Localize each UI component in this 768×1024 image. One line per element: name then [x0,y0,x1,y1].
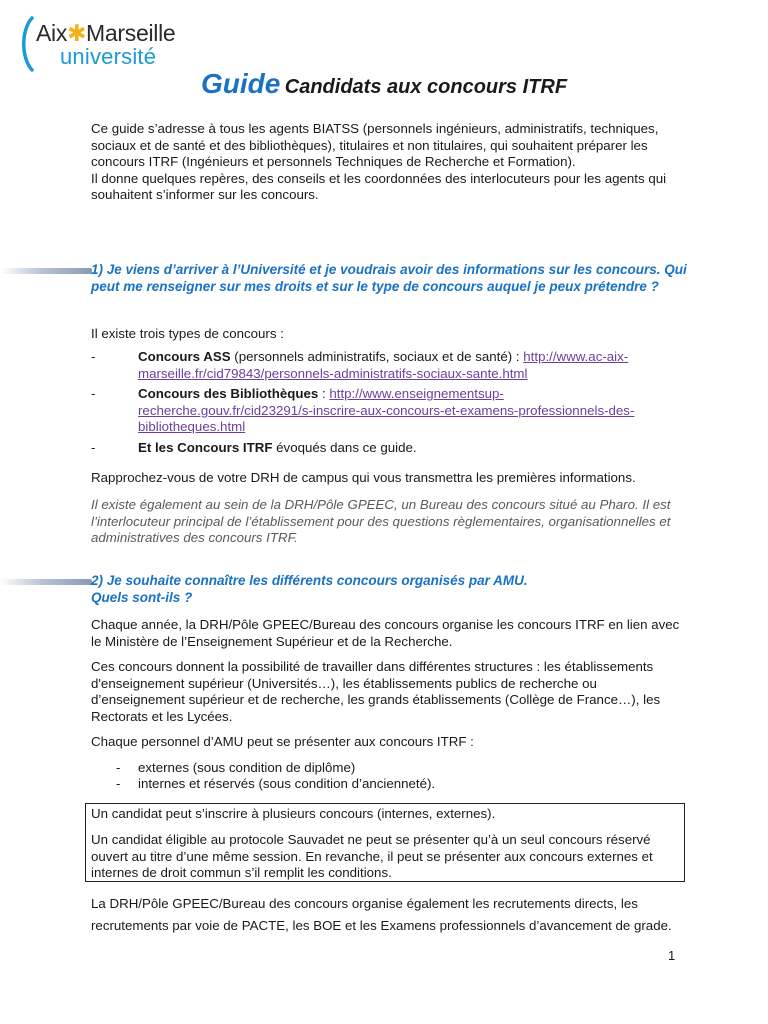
item-text: (personnels administratifs, sociaux et de santé) : [230,349,524,364]
page-title [0,68,768,100]
section-2-bar [0,579,92,585]
section-1-lead: Il existe trois types de concours : [91,326,284,341]
university-logo [16,14,186,74]
link-enseignementsup[interactable]: http://www.enseignementsup-recherche.gouv.fr/cid23291/s-inscrire-aux-concours-et-examens-professionnels-des-bibliotheques.html [138,386,635,434]
sub-item-internes: internes et réservés (sous condition d’ancienneté). [138,776,436,791]
section-1-heading: 1) Je viens d’arriver à l’Université et je voudrais avoir des informations sur les concours. Qui peut me renseigner sur mes droits et sur le type de concours auquel je peux prétendre ? [91,262,687,294]
section-2-paragraph-2: Ces concours donnent la possibilité de travailler dans différentes structures : les établissements d'enseignement supérieur (Universités…), les établissements publics de recherche ou d’enseignement supérieur et de recherche, les grands établissements (Collège de France…), les Rectorats et les Lycées. [91,659,661,724]
box-paragraph-2: Un candidat éligible au protocole Sauvadet ne peut se présenter qu’à un seul concours réservé ouvert au titre d’une même session. En revanche, il peut se présenter aux concours externes et internes de droit commun s’il remplit les conditions. [91,832,653,880]
section-1-drh-text: Rapprochez-vous de votre DRH de campus qui vous transmettra les premières informations. [91,470,636,485]
section-1-note: Il existe également au sein de la DRH/Pôle GPEEC, un Bureau des concours situé au Pharo. Il est l’interlocuteur principal de l’établissement pour des questions règlementaires, organisationnelles et administratives des concours ITRF. [91,497,671,545]
section-2-heading-line2: Quels sont-ils ? [91,590,193,605]
intro-text-2: Il donne quelques repères, des conseils et les coordonnées des interlocuteurs pour les agents qui souhaitent s’informer sur les concours. [91,170,667,202]
sub-bullet-dash: - [116,776,121,791]
section-1-bar [0,268,92,274]
section-2-heading [91,572,691,606]
bullet-dash: - [91,440,96,455]
item-text: évoqués dans ce guide. [272,440,417,455]
bullet-dash: - [91,386,96,401]
list-item-concours-ass [138,349,648,382]
bullet-dash: - [91,349,96,364]
logo-wordmark [36,20,175,47]
sub-item-externes: externes (sous condition de diplôme) [138,760,356,775]
logo-bracket-icon [18,16,36,72]
intro-paragraph [91,121,681,204]
list-item-concours-bibliotheques [138,386,648,436]
title-guide: Guide [200,68,281,99]
title-subtitle: Candidats aux concours ITRF [284,76,568,98]
list-item-concours-itrf [138,440,648,457]
section-2-paragraph-3: Chaque personnel d’AMU peut se présenter aux concours ITRF : [91,734,474,749]
item-text: : [318,386,330,401]
item-bold-label: Concours ASS [138,349,231,364]
item-bold-label: Concours des Bibliothèques [138,386,319,401]
logo-text-marseille: Marseille [86,20,176,46]
section-2-heading-line1: 2) Je souhaite connaître les différents concours organisés par AMU. [91,573,528,588]
sub-bullet-dash: - [116,760,121,775]
section-2-paragraph-1: Chaque année, la DRH/Pôle GPEEC/Bureau des concours organise les concours ITRF en lien avec le Ministère de l’Enseignement Supérieur et de la Recherche. [91,617,680,649]
logo-text-universite: université [60,44,157,69]
logo-text-aix: Aix [36,20,68,46]
page-number: 1 [668,948,676,963]
item-bold-label: Et les Concours ITRF [138,440,273,455]
box-paragraph-1: Un candidat peut s’inscrire à plusieurs concours (internes, externes). [91,806,496,821]
intro-text-1: Ce guide s’adresse à tous les agents BIATSS (personnels ingénieurs, administratifs, techniques, sociaux et de santé et des bibliothèques), titulaires et non titulaires, qui souhaitent préparer les concours ITRF (Ingénieurs et personnels Techniques de Recherche et Formation). [91,121,659,169]
logo-star-icon: ✱ [67,20,87,46]
section-2-final: La DRH/Pôle GPEEC/Bureau des concours organise également les recrutements directs, les recrutements par voie de PACTE, les BOE et les Examens professionnels d’avancement de grade. [91,896,672,933]
link-ac-aix-marseille[interactable]: http://www.ac-aix-marseille.fr/cid79843/personnels-administratifs-sociaux-sante.html [138,349,629,381]
